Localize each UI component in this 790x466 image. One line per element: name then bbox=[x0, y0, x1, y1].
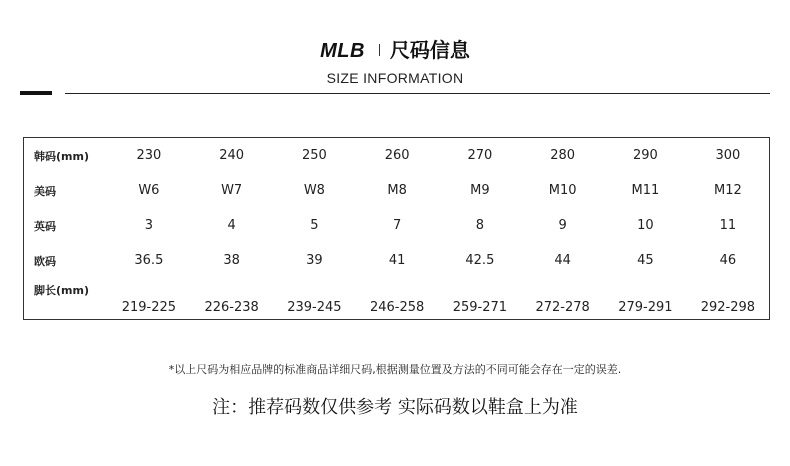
table-cell: 280 bbox=[550, 148, 576, 163]
table-cell: 8 bbox=[475, 218, 485, 233]
table-cell: 270 bbox=[467, 148, 493, 163]
table-row bbox=[24, 208, 770, 243]
table-cell: 226-238 bbox=[204, 300, 259, 315]
table-cell: 38 bbox=[223, 253, 240, 268]
title-divider bbox=[379, 44, 380, 56]
table-cell: 11 bbox=[719, 218, 737, 233]
size-table-body bbox=[24, 138, 770, 320]
table-cell: 7 bbox=[392, 218, 402, 233]
disclaimer-text: *以上尺码为相应品牌的标准商品详细尺码,根据测量位置及方法的不同可能会存在一定的误差. bbox=[168, 363, 622, 376]
table-cell: W6 bbox=[138, 183, 160, 198]
table-cell: W8 bbox=[303, 183, 325, 198]
table-cell: M9 bbox=[470, 183, 490, 198]
table-cell: 36.5 bbox=[134, 253, 164, 268]
table-cell: 230 bbox=[136, 148, 162, 163]
table-cell: 41 bbox=[388, 253, 406, 268]
table-cell: 292-298 bbox=[700, 300, 756, 315]
table-cell: 260 bbox=[384, 148, 410, 163]
table-cell: 5 bbox=[310, 218, 319, 233]
row-label: 韩码(mm) bbox=[34, 149, 89, 163]
header-accent-bar bbox=[20, 91, 52, 95]
table-cell: 240 bbox=[219, 148, 245, 163]
table-cell: 46 bbox=[719, 253, 737, 268]
table-cell: 219-225 bbox=[121, 300, 177, 315]
table-cell: 290 bbox=[632, 148, 658, 163]
table-cell: 44 bbox=[554, 253, 571, 268]
table-cell: 239-245 bbox=[287, 300, 342, 315]
table-cell: 45 bbox=[637, 253, 654, 268]
table-cell: 272-278 bbox=[535, 300, 590, 315]
table-cell: W7 bbox=[221, 183, 243, 198]
brand-logo: MLB bbox=[320, 40, 365, 62]
table-cell: 3 bbox=[144, 218, 154, 233]
table-cell: 9 bbox=[558, 218, 567, 233]
table-row bbox=[24, 278, 770, 320]
row-label: 英码 bbox=[34, 219, 56, 233]
table-cell: M12 bbox=[713, 183, 742, 198]
size-note: 注：推荐码数仅供参考 实际码数以鞋盒上为准 bbox=[212, 397, 578, 418]
header-divider bbox=[65, 93, 770, 94]
table-cell: 279-291 bbox=[618, 300, 673, 315]
table-row bbox=[24, 173, 770, 208]
table-cell: 42.5 bbox=[465, 253, 495, 268]
table-cell: 246-258 bbox=[369, 300, 425, 315]
page-subtitle: SIZE INFORMATION bbox=[326, 70, 464, 86]
table-cell: 4 bbox=[227, 218, 236, 233]
row-label: 美码 bbox=[34, 184, 56, 198]
table-cell: 250 bbox=[301, 148, 327, 163]
table-row bbox=[24, 138, 770, 174]
table-cell: 300 bbox=[715, 148, 741, 163]
table-cell: 39 bbox=[306, 253, 323, 268]
table-row bbox=[24, 243, 770, 278]
row-label: 欧码 bbox=[34, 254, 56, 268]
row-label: 脚长(mm) bbox=[34, 284, 89, 297]
size-table bbox=[23, 137, 770, 320]
table-cell: 10 bbox=[637, 218, 654, 233]
table-cell: M8 bbox=[387, 183, 407, 198]
title-text: 尺码信息 bbox=[389, 38, 470, 62]
table-cell: M10 bbox=[548, 183, 577, 198]
table-cell: M11 bbox=[631, 183, 660, 198]
page-title bbox=[0, 36, 790, 65]
table-cell: 259-271 bbox=[452, 300, 508, 315]
